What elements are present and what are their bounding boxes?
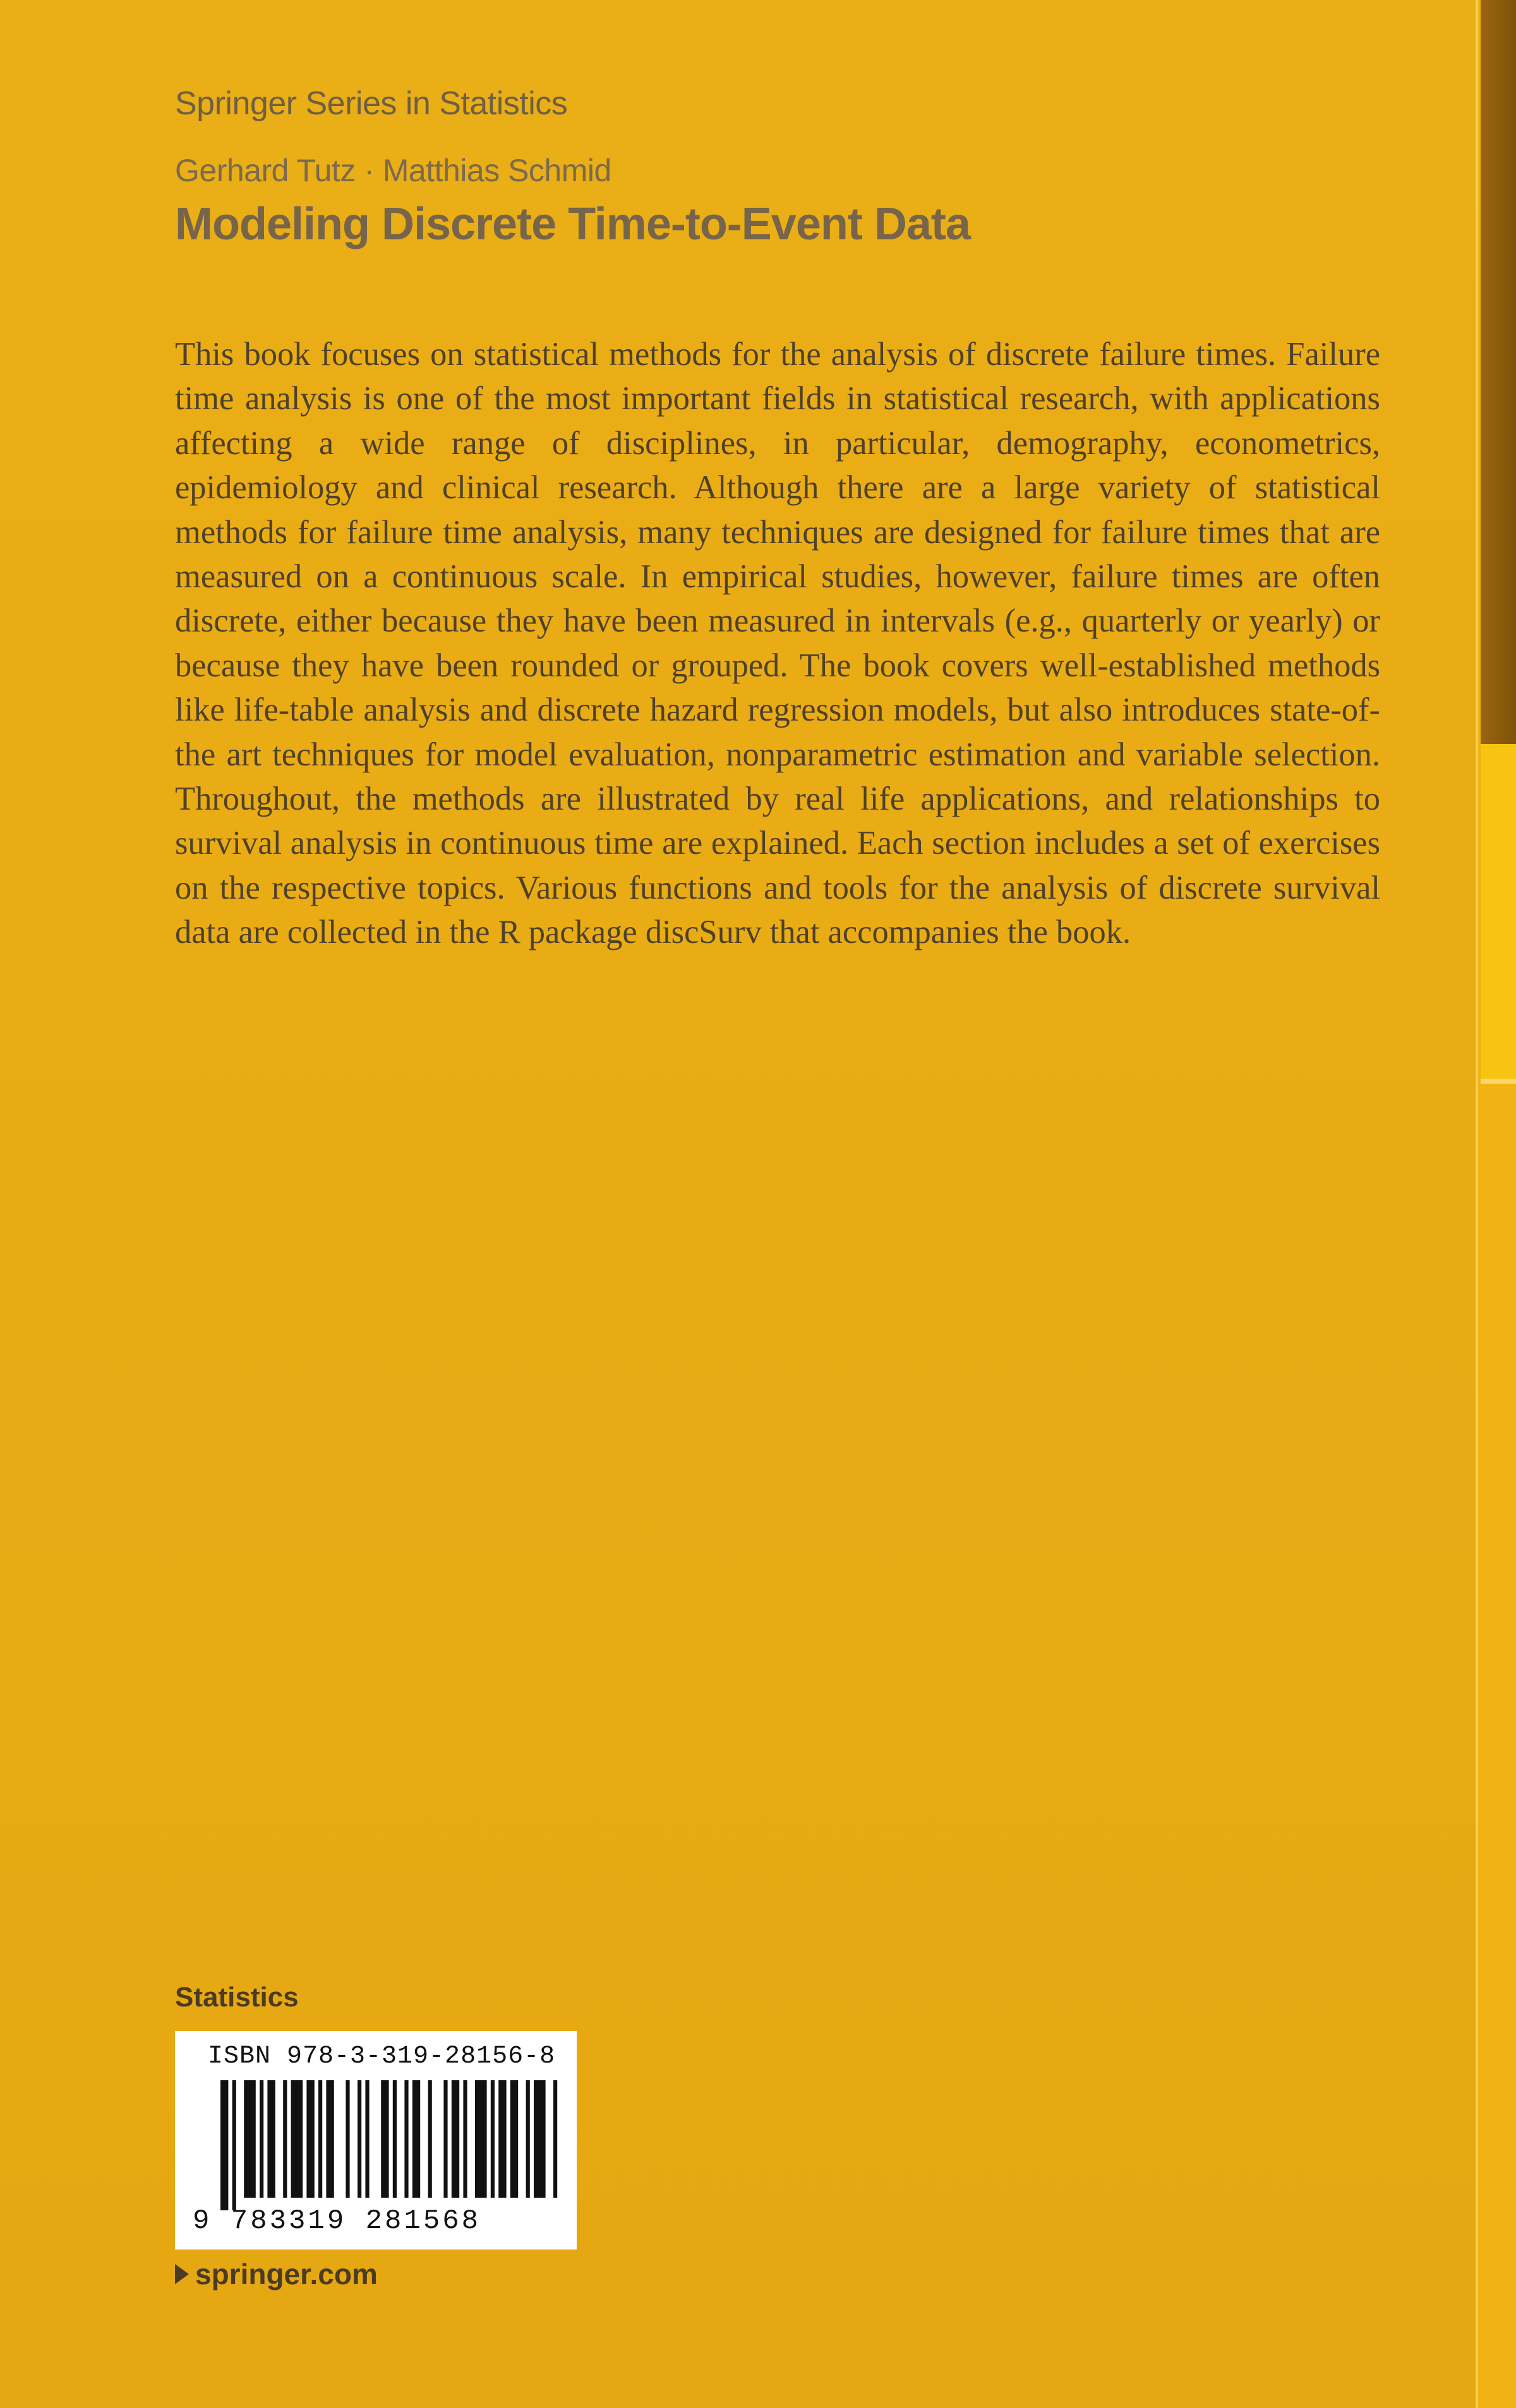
isbn-barcode [175, 2031, 577, 2249]
barcode-bar [318, 2080, 322, 2198]
barcode-bar [267, 2080, 275, 2198]
barcode-bar [510, 2080, 518, 2198]
barcode-bar [326, 2080, 334, 2198]
barcode-bar [291, 2080, 303, 2198]
barcode-bar [260, 2080, 263, 2198]
barcode-bar [534, 2080, 546, 2198]
barcode-digits: 9 783319 281568 [193, 2205, 481, 2237]
authors: Gerhard Tutz · Matthias Schmid [175, 153, 611, 188]
barcode-bar [412, 2080, 420, 2198]
barcode-bar [306, 2080, 314, 2198]
book-description: This book focuses on statistical methods for the analysis of discrete failure times. Failure time analysis is one of the most important fields in statistical research, with applications affecting a wide range of disciplines, in particular, demography, econometrics, epidemiology and clinical research. Although there are a large variety of statistical methods for failure time analysis, many techniques are designed for failure times that are measured on a continuous scale. In empirical studies, however, failure times are often discrete, either because they have been measured in intervals (e.g., quarterly or yearly) or because they have been rounded or grouped. The book covers well-established methods like life-table analysis and discrete hazard regression models, but also introduces state-of-the art techniques for model evaluation, nonparametric estimation and variable selection. Throughout, the methods are illustrated by real life applications, and relationships to survival analysis in continuous time are explained. Each section includes a set of exercises on the respective topics. Various functions and tools for the analysis of discrete survival data are collected in the R package discSurv that accompanies the book. [175, 336, 1380, 951]
isbn-number: ISBN 978-3-319-28156-8 [208, 2042, 556, 2071]
publisher-link[interactable] [175, 2257, 378, 2291]
spine-yellow-band [1481, 744, 1516, 1079]
barcode-bar [452, 2080, 459, 2198]
barcode-bar [381, 2080, 388, 2198]
barcode-bar [393, 2080, 397, 2198]
barcode-bar [463, 2080, 467, 2198]
barcode-bar [283, 2080, 287, 2198]
barcode-bar [346, 2080, 349, 2198]
barcode-bar [404, 2080, 408, 2198]
barcode-bar [244, 2080, 256, 2198]
barcode-bar [498, 2080, 506, 2198]
barcode-bar [220, 2080, 228, 2210]
right-triangle-icon [175, 2264, 189, 2284]
barcode-bar [443, 2080, 447, 2198]
publisher-link-text: springer.com [195, 2258, 378, 2291]
barcode-bar [553, 2080, 557, 2198]
barcode-bar [428, 2080, 432, 2198]
book-title: Modeling Discrete Time-to-Event Data [175, 199, 970, 249]
barcode-bar [526, 2080, 530, 2198]
barcode-bar [491, 2080, 495, 2198]
spine-divider-line [1481, 1079, 1516, 1084]
spine-dark-section [1481, 0, 1516, 744]
subject-category: Statistics [175, 1982, 299, 2013]
barcode-bar [475, 2080, 487, 2198]
barcode-bar [365, 2080, 369, 2198]
barcode-bar [232, 2080, 236, 2210]
barcode-bar [358, 2080, 361, 2198]
series-name: Springer Series in Statistics [175, 85, 568, 122]
